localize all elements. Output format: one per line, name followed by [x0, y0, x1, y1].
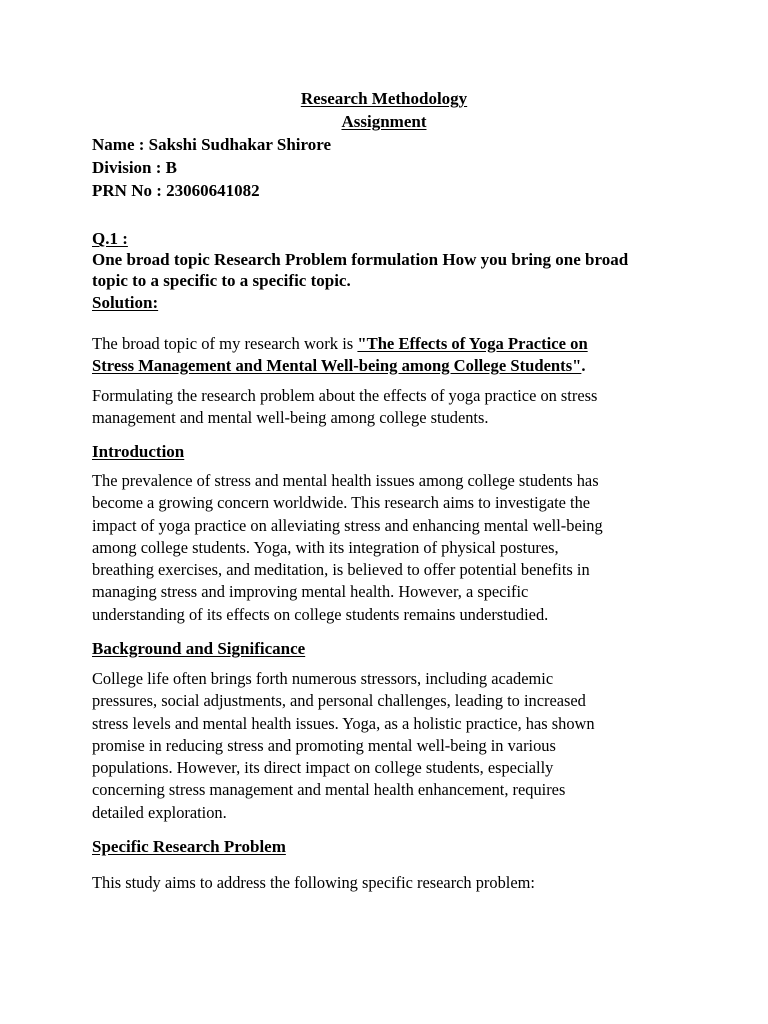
paragraph-line: detailed exploration.: [92, 802, 227, 822]
topic-line-2: [92, 355, 586, 377]
introduction-heading: Introduction: [92, 442, 185, 461]
paragraph-line: promise in reducing stress and promoting mental well-being in various: [92, 735, 556, 755]
paragraph-line: management and mental well-being among college students.: [92, 408, 489, 428]
paragraph-line: The prevalence of stress and mental health issues among college students has: [92, 471, 599, 490]
assignment-label: Assignment: [341, 112, 427, 131]
topic-period: .: [581, 356, 586, 375]
paragraph-line: breathing exercises, and meditation, is believed to offer potential benefits in: [92, 560, 590, 580]
paragraph-line: populations. However, its direct impact on college students, especially: [92, 758, 554, 778]
student-division: Division : B: [92, 158, 178, 177]
paragraph-line: concerning stress management and mental health enhancement, requires: [92, 780, 566, 800]
topic-line-1: [92, 333, 588, 355]
paragraph-line: pressures, social adjustments, and personal challenges, leading to increased: [92, 691, 586, 711]
paragraph-line: become a growing concern worldwide. This research aims to investigate the: [92, 493, 591, 513]
question-text-line-1: One broad topic Research Problem formulation How you bring one broad: [92, 250, 629, 269]
background-paragraph: [92, 668, 682, 824]
paragraph-line: managing stress and improving mental health. However, a specific: [92, 582, 529, 602]
solution-label: Solution:: [92, 293, 159, 312]
student-name: Name : Sakshi Sudhakar Shirore: [92, 135, 332, 154]
course-title: Research Methodology: [300, 89, 468, 108]
specific-problem-heading: Specific Research Problem: [92, 837, 286, 856]
question-label: Q.1 :: [92, 229, 128, 248]
specific-problem-paragraph: [92, 872, 682, 894]
paragraph-line: stress levels and mental health issues. Yoga, as a holistic practice, has shown: [92, 713, 595, 733]
paragraph-line: College life often brings forth numerous stressors, including academic: [92, 669, 554, 688]
topic-title-part-2: Stress Management and Mental Well-being among College Students": [92, 356, 582, 375]
student-prn: PRN No : 23060641082: [92, 181, 260, 200]
introduction-paragraph: [92, 470, 682, 626]
paragraph-line: among college students. Yoga, with its integration of physical postures,: [92, 537, 559, 557]
question-text-line-2: topic to a specific to a specific topic.: [92, 271, 351, 290]
topic-lead: The broad topic of my research work is: [92, 334, 358, 353]
paragraph-line: impact of yoga practice on alleviating stress and enhancing mental well-being: [92, 515, 603, 535]
paragraph-line: understanding of its effects on college students remains understudied.: [92, 604, 549, 624]
paragraph-line: This study aims to address the following specific research problem:: [92, 873, 535, 892]
background-heading: Background and Significance: [92, 639, 306, 658]
topic-title-part-1: "The Effects of Yoga Practice on: [357, 334, 588, 353]
paragraph-line: Formulating the research problem about the effects of yoga practice on stress: [92, 386, 598, 405]
formulating-paragraph: [92, 385, 682, 430]
